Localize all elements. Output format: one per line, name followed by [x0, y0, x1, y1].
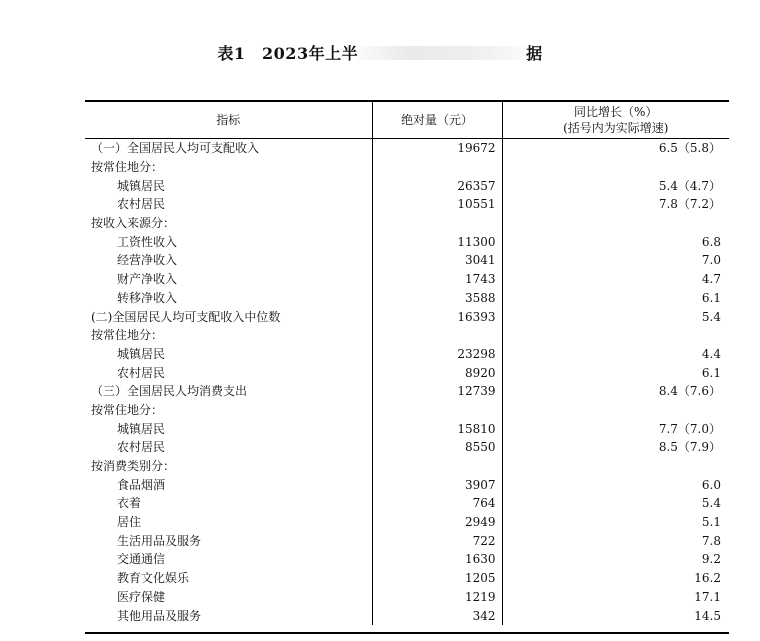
- row-absolute-value: 26357: [372, 176, 502, 195]
- table-row: [85, 438, 729, 457]
- row-growth-rate: 6.8: [701, 234, 721, 249]
- table-row: [85, 270, 729, 289]
- header-growth: [502, 101, 729, 139]
- row-growth-rate: [502, 457, 729, 476]
- row-indicator: 按消费类别分：: [85, 457, 372, 476]
- row-indicator: 工资性收入: [85, 232, 372, 251]
- row-absolute-value: 23298: [372, 345, 502, 364]
- row-indicator: 转移净收入: [85, 289, 372, 308]
- table-row: [85, 307, 729, 326]
- table-bottom-rule: [85, 632, 729, 634]
- row-indicator: 城镇居民: [85, 176, 372, 195]
- table-row: [85, 214, 729, 233]
- row-absolute-value: 19672: [372, 139, 502, 158]
- row-growth-rate: 7.8（7.2）: [658, 197, 721, 212]
- table-row: [85, 588, 729, 607]
- table-row: [85, 289, 729, 308]
- header-growth-line1: 同比增长（%）: [574, 104, 658, 119]
- row-absolute-value: 2949: [372, 513, 502, 532]
- row-growth-rate: 6.1: [701, 365, 721, 380]
- redacted-region: [358, 46, 526, 60]
- row-absolute-value: 1630: [372, 550, 502, 569]
- table-row: [85, 494, 729, 513]
- row-indicator: 经营净收入: [85, 251, 372, 270]
- row-growth-rate: 5.4（4.7）: [658, 178, 721, 193]
- row-absolute-value: 3907: [372, 475, 502, 494]
- row-growth-rate: 6.0: [701, 477, 721, 492]
- row-absolute-value: 8550: [372, 438, 502, 457]
- row-growth-rate: 5.4: [701, 496, 721, 511]
- table-row: [85, 569, 729, 588]
- table-row: [85, 176, 729, 195]
- table-row: [85, 606, 729, 625]
- row-growth-rate: [502, 158, 729, 177]
- row-growth-rate: 5.1: [701, 515, 721, 530]
- table-row: [85, 326, 729, 345]
- row-growth-rate: 7.0: [701, 253, 721, 268]
- row-absolute-value: 12739: [372, 382, 502, 401]
- row-growth-rate: 9.2: [701, 552, 721, 567]
- row-indicator: 按常住地分：: [85, 401, 372, 420]
- table-row: [85, 232, 729, 251]
- table-row: [85, 513, 729, 532]
- row-indicator: 农村居民: [85, 438, 372, 457]
- table-title: [0, 41, 760, 64]
- row-absolute-value: 722: [372, 531, 502, 550]
- row-growth-rate: 5.4: [701, 309, 721, 324]
- row-indicator: 教育文化娱乐: [85, 569, 372, 588]
- row-absolute-value: [372, 401, 502, 420]
- table-title-suffix: 据: [526, 44, 543, 63]
- row-absolute-value: [372, 326, 502, 345]
- row-absolute-value: [372, 457, 502, 476]
- header-indicator: 指标: [85, 101, 372, 139]
- header-absolute: 绝对量（元）: [372, 101, 502, 139]
- table-row: [85, 401, 729, 420]
- row-growth-rate: 6.1: [701, 290, 721, 305]
- row-indicator: 交通通信: [85, 550, 372, 569]
- row-growth-rate: [502, 214, 729, 233]
- table-row: [85, 457, 729, 476]
- row-absolute-value: 1743: [372, 270, 502, 289]
- row-growth-rate: 7.7（7.0）: [658, 421, 721, 436]
- row-growth-rate: 8.4（7.6）: [658, 384, 721, 399]
- row-absolute-value: 1219: [372, 588, 502, 607]
- row-growth-rate: 4.7: [701, 272, 721, 287]
- row-growth-rate: 17.1: [694, 589, 721, 604]
- table-row: [85, 475, 729, 494]
- table-row: [85, 345, 729, 364]
- row-growth-rate: 16.2: [694, 571, 721, 586]
- row-indicator: （三）全国居民人均消费支出: [85, 382, 372, 401]
- row-indicator: 按常住地分：: [85, 158, 372, 177]
- table-row: [85, 139, 729, 158]
- row-indicator: 衣着: [85, 494, 372, 513]
- row-indicator: 生活用品及服务: [85, 531, 372, 550]
- row-absolute-value: 3588: [372, 289, 502, 308]
- row-growth-rate: 7.8: [701, 533, 721, 548]
- row-growth-rate: 6.5（5.8）: [658, 141, 721, 156]
- row-absolute-value: 11300: [372, 232, 502, 251]
- table-row: [85, 158, 729, 177]
- row-absolute-value: 10551: [372, 195, 502, 214]
- table-title-prefix: 表1 2023年上半: [217, 44, 359, 63]
- table-row: [85, 382, 729, 401]
- row-indicator: 按常住地分：: [85, 326, 372, 345]
- table-row: [85, 251, 729, 270]
- header-growth-line2: (括号内为实际增速): [563, 120, 669, 135]
- row-absolute-value: 8920: [372, 363, 502, 382]
- row-absolute-value: 764: [372, 494, 502, 513]
- row-indicator: （一）全国居民人均可支配收入: [85, 139, 372, 158]
- row-absolute-value: 342: [372, 606, 502, 625]
- table-row: [85, 195, 729, 214]
- row-indicator: 财产净收入: [85, 270, 372, 289]
- row-absolute-value: [372, 158, 502, 177]
- row-indicator: 食品烟酒: [85, 475, 372, 494]
- row-indicator: 医疗保健: [85, 588, 372, 607]
- row-indicator: 农村居民: [85, 363, 372, 382]
- row-absolute-value: 3041: [372, 251, 502, 270]
- row-absolute-value: 16393: [372, 307, 502, 326]
- row-indicator: 城镇居民: [85, 419, 372, 438]
- table-row: [85, 531, 729, 550]
- row-indicator: 城镇居民: [85, 345, 372, 364]
- table-row: [85, 363, 729, 382]
- row-absolute-value: [372, 214, 502, 233]
- table-row: [85, 419, 729, 438]
- row-growth-rate: 4.4: [701, 346, 721, 361]
- row-absolute-value: 15810: [372, 419, 502, 438]
- table-row: [85, 550, 729, 569]
- row-indicator: (二)全国居民人均可支配收入中位数: [85, 307, 372, 326]
- row-growth-rate: 8.5（7.9）: [658, 440, 721, 455]
- row-growth-rate: [502, 401, 729, 420]
- table-body: [85, 139, 729, 625]
- row-growth-rate: 14.5: [694, 608, 721, 623]
- row-indicator: 按收入来源分：: [85, 214, 372, 233]
- row-indicator: 居住: [85, 513, 372, 532]
- table-header-row: [85, 101, 729, 139]
- row-growth-rate: [502, 326, 729, 345]
- row-absolute-value: 1205: [372, 569, 502, 588]
- row-indicator: 农村居民: [85, 195, 372, 214]
- income-consumption-table: [85, 101, 729, 625]
- row-indicator: 其他用品及服务: [85, 606, 372, 625]
